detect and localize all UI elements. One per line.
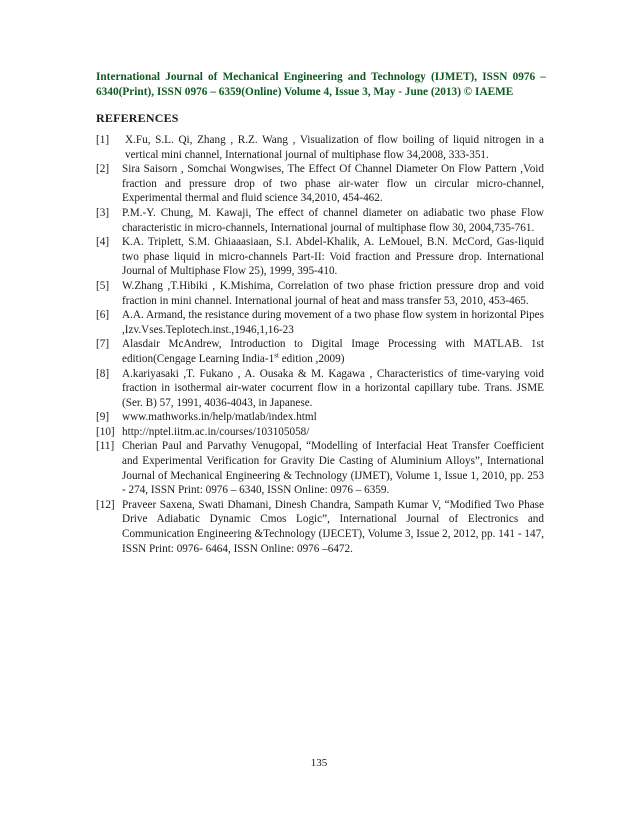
- reference-number: [3]: [96, 206, 110, 219]
- reference-item: [96, 367, 544, 411]
- reference-text-part: edition ,2009): [278, 352, 345, 365]
- reference-number: [2]: [96, 163, 110, 176]
- references-heading: REFERENCES: [96, 111, 179, 125]
- reference-number: [11]: [96, 440, 115, 453]
- reference-number: [5]: [96, 279, 110, 292]
- reference-text: Praveer Saxena, Swati Dhamani, Dinesh Chandra, Sampath Kumar V, “Modified Two Phase Drive Adiabatic Dynamic Cmos Logic”, International Journal of Electronics and Communication Engineering &Technology (IJECET), Volume 3, Issue 2, 2012, pp. 141 - 147, ISSN Print: 0976- 6464, ISSN Online: 0976 –6472.: [122, 498, 544, 555]
- reference-text: Sira Saisorn , Somchai Wongwises, The Effect Of Channel Diameter On Flow Pattern ,Void fraction and pressure drop of two phase air-water flow un circular micro-channel, Experimental thermal and fluid science 34,2010, 454-462.: [122, 163, 544, 205]
- reference-item: [96, 425, 544, 440]
- reference-item: [96, 337, 544, 366]
- reference-number: [9]: [96, 411, 110, 424]
- reference-item: [96, 439, 544, 497]
- reference-item: [96, 498, 544, 556]
- reference-number: [4]: [96, 236, 110, 249]
- reference-item: [96, 308, 544, 337]
- reference-text-part: Alasdair McAndrew, Introduction to Digital Image Processing with MATLAB. 1st edition(Cengage Learning India-1: [122, 338, 544, 365]
- reference-text: W.Zhang ,T.Hibiki , K.Mishima, Correlation of two phase friction pressure drop and void fraction in mini channel. International journal of heat and mass transfer 53, 2010, 453-465.: [122, 279, 544, 307]
- reference-item: [96, 279, 544, 308]
- reference-item: [96, 410, 544, 425]
- reference-text: A.kariyasaki ,T. Fukano , A. Ousaka & M. Kagawa , Characteristics of time-varying void fraction in isothermal air-water cocurrent flow in a horizontal capillary tube. Trans. JSME (Ser. B) 57, 1991, 4036-4043, in Japanese.: [122, 367, 544, 409]
- references-list: [96, 133, 544, 556]
- reference-text: http://nptel.iitm.ac.in/courses/103105058/: [122, 425, 310, 438]
- reference-item: [96, 162, 544, 206]
- reference-text: X.Fu, S.L. Qi, Zhang , R.Z. Wang , Visualization of flow boiling of liquid nitrogen in a vertical mini channel, International journal of multiphase flow 34,2008, 333-351.: [125, 134, 544, 161]
- reference-item: [96, 206, 544, 235]
- reference-text: K.A. Triplett, S.M. Ghiaaasiaan, S.I. Abdel-Khalik, A. LeMouel, B.N. McCord, Gas-liquid two phase liquid in micro-channels Part-II: Void fraction and Pressure drop. International Journal of Multiphase Flow 25), 1999, 395-410.: [122, 236, 544, 278]
- reference-text: www.mathworks.in/help/matlab/index.html: [122, 411, 317, 424]
- reference-text: [122, 337, 544, 366]
- reference-number: [7]: [96, 338, 110, 351]
- reference-number: [8]: [96, 367, 110, 380]
- reference-text: P.M.-Y. Chung, M. Kawaji, The effect of channel diameter on adiabatic two phase Flow characteristic in micro-channels, International journal of multiphase flow 30, 2004,735-761.: [122, 206, 544, 234]
- reference-number: [1]: [96, 134, 110, 146]
- reference-number: [12]: [96, 498, 115, 511]
- journal-header: International Journal of Mechanical Engineering and Technology (IJMET), ISSN 0976 – 6340(Print), ISSN 0976 – 6359(Online) Volume 4, Issue 3, May - June (2013) © IAEME: [96, 71, 546, 98]
- reference-item: [96, 235, 544, 279]
- reference-item: [96, 133, 544, 162]
- reference-number: [6]: [96, 309, 110, 322]
- reference-text: A.A. Armand, the resistance during movement of a two phase flow system in horizontal Pipes ,Izv.Vses.Teplotech.inst.,1946,1,16-23: [122, 309, 544, 336]
- reference-number: [10]: [96, 425, 115, 438]
- superscript: st: [274, 351, 279, 360]
- reference-text: Cherian Paul and Parvathy Venugopal, “Modelling of Interfacial Heat Transfer Coefficient and Experimental Verification for Gravity Die Casting of Aluminium Alloys”, International Journal of Mechanical Engineering & Technology (IJMET), Volume 1, Issue 1, 2010, pp. 253 - 274, ISSN Print: 0976 – 6340, ISSN Online: 0976 – 6359.: [122, 440, 544, 497]
- page-number: 135: [310, 757, 328, 769]
